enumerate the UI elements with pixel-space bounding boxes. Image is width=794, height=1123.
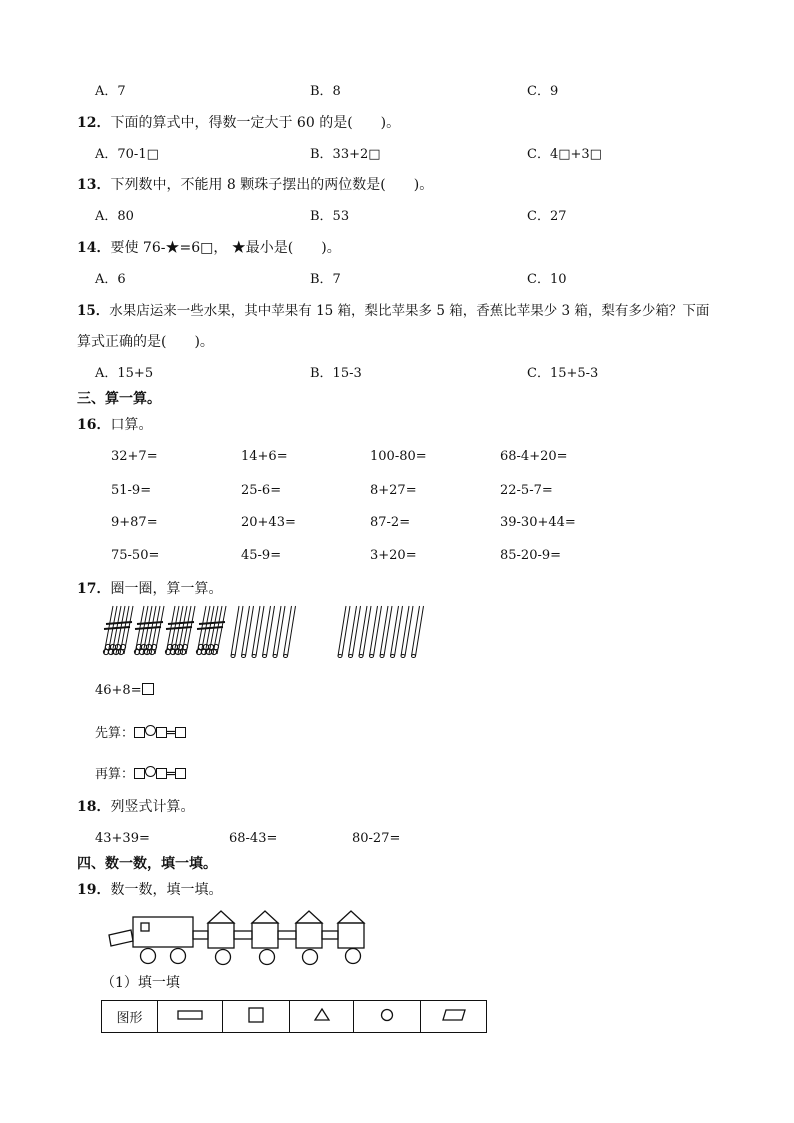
connector-rect [278, 931, 296, 939]
wheel-circle [260, 950, 275, 965]
connector-rect [193, 931, 208, 939]
circle-icon [380, 1008, 394, 1022]
q12-option-a: A．70-1□ [95, 147, 159, 162]
circle-icon [145, 766, 156, 777]
counting-stick [284, 606, 296, 658]
q17-first-step [95, 725, 186, 742]
parallelogram-icon [442, 1008, 466, 1022]
table-cell-parallelogram [421, 1001, 487, 1033]
wheel-circle [141, 949, 156, 964]
q19-stem [77, 882, 222, 898]
table-cell-square [223, 1001, 290, 1033]
square-shape [296, 923, 322, 948]
q12-option-c: C．4□+3□ [527, 147, 602, 162]
box-icon [156, 768, 167, 779]
train-figure [100, 905, 380, 967]
rectangle-icon [177, 1009, 203, 1021]
q17-second-step [95, 766, 186, 783]
q13-option-c: C．27 [527, 209, 567, 224]
wheel-circle [346, 949, 361, 964]
q17-number: 17． [77, 581, 111, 597]
q17-equation-text: 46+8= [95, 683, 142, 698]
counting-stick [242, 606, 254, 658]
q14-option-c: C．10 [527, 272, 567, 287]
q15-number: 15． [77, 303, 110, 319]
triangle-shape [338, 911, 364, 923]
box-icon [175, 768, 186, 779]
counting-stick [231, 606, 243, 658]
q18-item: 80-27= [352, 831, 401, 846]
q16-item: 20+43= [241, 515, 296, 530]
q16-item: 85-20-9= [500, 548, 562, 563]
wheel-circle [216, 950, 231, 965]
q18-text: 列竖式计算。 [110, 799, 195, 815]
q16-item: 39-30+44= [500, 515, 576, 530]
q16-item: 45-9= [241, 548, 282, 563]
q17-text: 圈一圈，算一算。 [110, 581, 223, 597]
table-cell-rectangle [158, 1001, 223, 1033]
wheel-circle [171, 949, 186, 964]
q12-stem [77, 115, 400, 131]
counting-sticks-illustration [100, 604, 440, 662]
q15-option-a: A．15+5 [95, 366, 154, 381]
q18-item: 43+39= [95, 831, 150, 846]
counting-stick [359, 606, 371, 658]
stick-bundle [165, 606, 195, 655]
square-shape [338, 923, 364, 948]
square-shape [208, 923, 234, 948]
table-row [102, 1001, 487, 1033]
stick-bundle [134, 606, 164, 655]
connector-rect [234, 931, 252, 939]
counting-stick [252, 606, 264, 658]
box-icon [175, 727, 186, 738]
stick-bundle [103, 606, 133, 655]
triangle-shape [252, 911, 278, 923]
q19-text: 数一数，填一填。 [110, 882, 223, 898]
q16-item: 22-5-7= [500, 483, 553, 498]
box-icon [134, 768, 145, 779]
q15-option-b: B．15-3 [310, 366, 362, 381]
q16-item: 25-6= [241, 483, 282, 498]
counting-stick [370, 606, 382, 658]
q12-number: 12． [77, 115, 111, 131]
box-icon [156, 727, 167, 738]
box-icon [134, 727, 145, 738]
q16-item: 32+7= [111, 449, 158, 464]
q16-item: 14+6= [241, 449, 288, 464]
q19-sub1: （1）填一填 [101, 975, 180, 991]
square-shape [252, 923, 278, 948]
stick-bundle [196, 606, 226, 655]
triangle-shape [296, 911, 322, 923]
q19-number: 19． [77, 882, 111, 898]
q16-item: 100-80= [370, 449, 427, 464]
q11-option-c: C．9 [527, 84, 559, 99]
q13-option-b: B．53 [310, 209, 350, 224]
q16-item: 68-4+20= [500, 449, 568, 464]
counting-stick [349, 606, 361, 658]
shape-count-table [101, 1000, 487, 1033]
q15-text-line1: 水果店运来一些水果，其中苹果有 15 箱，梨比苹果多 5 箱，香蕉比苹果少 3 箱，梨有多少箱？下面 [109, 303, 710, 319]
rectangle-shape [133, 917, 193, 947]
square-shape [141, 923, 149, 931]
triangle-icon [314, 1008, 330, 1021]
counting-stick [273, 606, 285, 658]
q18-item: 68-43= [229, 831, 278, 846]
square-icon [248, 1007, 264, 1023]
counting-stick [263, 606, 275, 658]
equals-sign: ═ [167, 767, 175, 782]
q14-stem [77, 240, 341, 256]
section-3-heading: 三、算一算。 [77, 391, 161, 407]
equals-sign: ═ [167, 726, 175, 741]
q16-item: 3+20= [370, 548, 417, 563]
counting-stick [338, 606, 350, 658]
q13-text: 下列数中，不能用 8 颗珠子摆出的两位数是( )。 [110, 177, 434, 193]
q18-stem [77, 799, 194, 815]
section-4-heading: 四、数一数，填一填。 [77, 856, 217, 872]
counting-stick [391, 606, 403, 658]
q16-item: 75-50= [111, 548, 160, 563]
q13-number: 13． [77, 177, 111, 193]
triangle-shape [208, 911, 234, 923]
q13-option-a: A．80 [95, 209, 134, 224]
q14-option-a: A．6 [95, 272, 126, 287]
q15-option-c: C．15+5-3 [527, 366, 599, 381]
table-cell-triangle [290, 1001, 354, 1033]
answer-box [142, 683, 154, 695]
table-cell-circle [354, 1001, 421, 1033]
q18-number: 18． [77, 799, 111, 815]
q16-item: 87-2= [370, 515, 411, 530]
q15-stem-line1 [77, 303, 709, 319]
parallelogram-shape [109, 930, 133, 946]
q14-number: 14． [77, 240, 111, 256]
q17-equation [95, 683, 154, 699]
q11-option-b: B．8 [310, 84, 341, 99]
q17-then-label: 再算： [95, 767, 135, 782]
table-header-cell: 图形 [102, 1001, 158, 1033]
q14-option-b: B．7 [310, 272, 341, 287]
q16-item: 9+87= [111, 515, 158, 530]
q16-text: 口算。 [110, 417, 153, 433]
counting-stick [380, 606, 392, 658]
q16-number: 16． [77, 417, 111, 433]
q13-stem [77, 177, 433, 193]
q16-stem [77, 417, 152, 433]
q16-item: 8+27= [370, 483, 417, 498]
circle-icon [145, 725, 156, 736]
q17-first-label: 先算： [95, 726, 135, 741]
q11-option-a: A．7 [95, 84, 126, 99]
q16-item: 51-9= [111, 483, 152, 498]
counting-stick [412, 606, 424, 658]
connector-rect [322, 931, 338, 939]
q17-stem [77, 581, 222, 597]
q12-option-b: B．33+2□ [310, 147, 381, 162]
q15-text-line2: 算式正确的是( )。 [77, 334, 214, 350]
q14-text: 要使 76-★=6□， ★最小是( )。 [110, 240, 341, 256]
counting-stick [401, 606, 413, 658]
wheel-circle [303, 950, 318, 965]
q12-text: 下面的算式中，得数一定大于 60 的是( )。 [110, 115, 401, 131]
